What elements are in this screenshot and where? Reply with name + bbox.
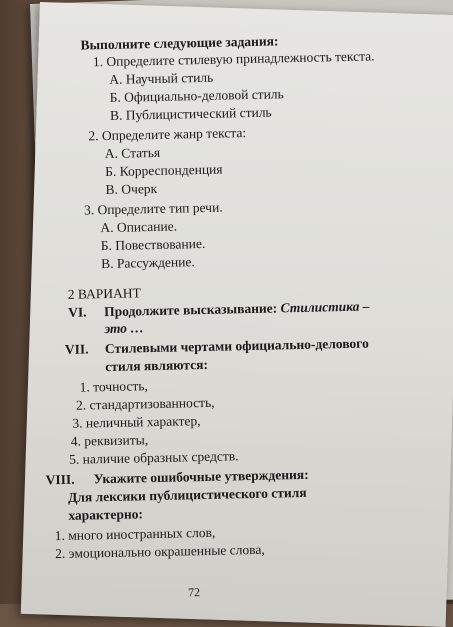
question-1: 1. Определите стилевую принадлежность текста. xyxy=(92,48,375,70)
section-7-line1: Стилевыми чертами официально-делового xyxy=(104,335,369,357)
section-8-line1: Укажите ошибочные утверждения: xyxy=(93,466,309,487)
question-3: 3. Определите тип речи. xyxy=(83,199,223,218)
option-3c: В. Рассуждение. xyxy=(100,254,195,272)
option-1c: В. Публицистический стиль xyxy=(109,104,272,123)
section-6-continuation: это … xyxy=(104,320,144,337)
section-6-prompt: Продолжите высказывание: xyxy=(103,300,281,320)
option-1b: Б. Официально-деловой стиль xyxy=(109,86,284,105)
variant-heading: 2 ВАРИАНТ xyxy=(67,285,141,302)
section-8-line2: Для лексики публицистического стиля xyxy=(67,484,307,505)
section-7-item-5: 5. наличие образных средств. xyxy=(69,448,239,467)
option-3b: Б. Повествование. xyxy=(100,235,206,254)
section-6-number: VI. xyxy=(67,304,87,320)
section-7-item-4: 4. реквизиты, xyxy=(70,432,149,449)
option-2c: В. Очерк xyxy=(105,180,158,198)
section-7-item-2: 2. стандартизованность, xyxy=(75,394,215,413)
section-7-item-1: 1. точность, xyxy=(79,378,148,395)
section-7-item-3: 3. неличный характер, xyxy=(72,413,201,431)
page-number: 72 xyxy=(187,585,201,600)
question-2: 2. Определите жанр текста: xyxy=(88,125,247,144)
option-2b: Б. Корреспонденция xyxy=(105,161,223,180)
option-1a: А. Научный стиль xyxy=(109,69,214,87)
task-title: Выполните следующие задания: xyxy=(80,33,279,53)
section-8-item-2: 2. эмоционально окрашенные слова, xyxy=(55,541,265,562)
section-8-number: VIII. xyxy=(45,471,75,488)
section-7-number: VII. xyxy=(64,341,89,357)
section-8-item-1: 1. много иностранных слов, xyxy=(54,524,216,544)
section-7-line2: стиля являются: xyxy=(105,356,209,375)
option-3a: А. Описание. xyxy=(100,218,178,236)
section-6-term: Стилистика – xyxy=(280,298,370,316)
section-8-line3: характерно: xyxy=(68,506,144,523)
option-2a: А. Статья xyxy=(104,144,161,162)
